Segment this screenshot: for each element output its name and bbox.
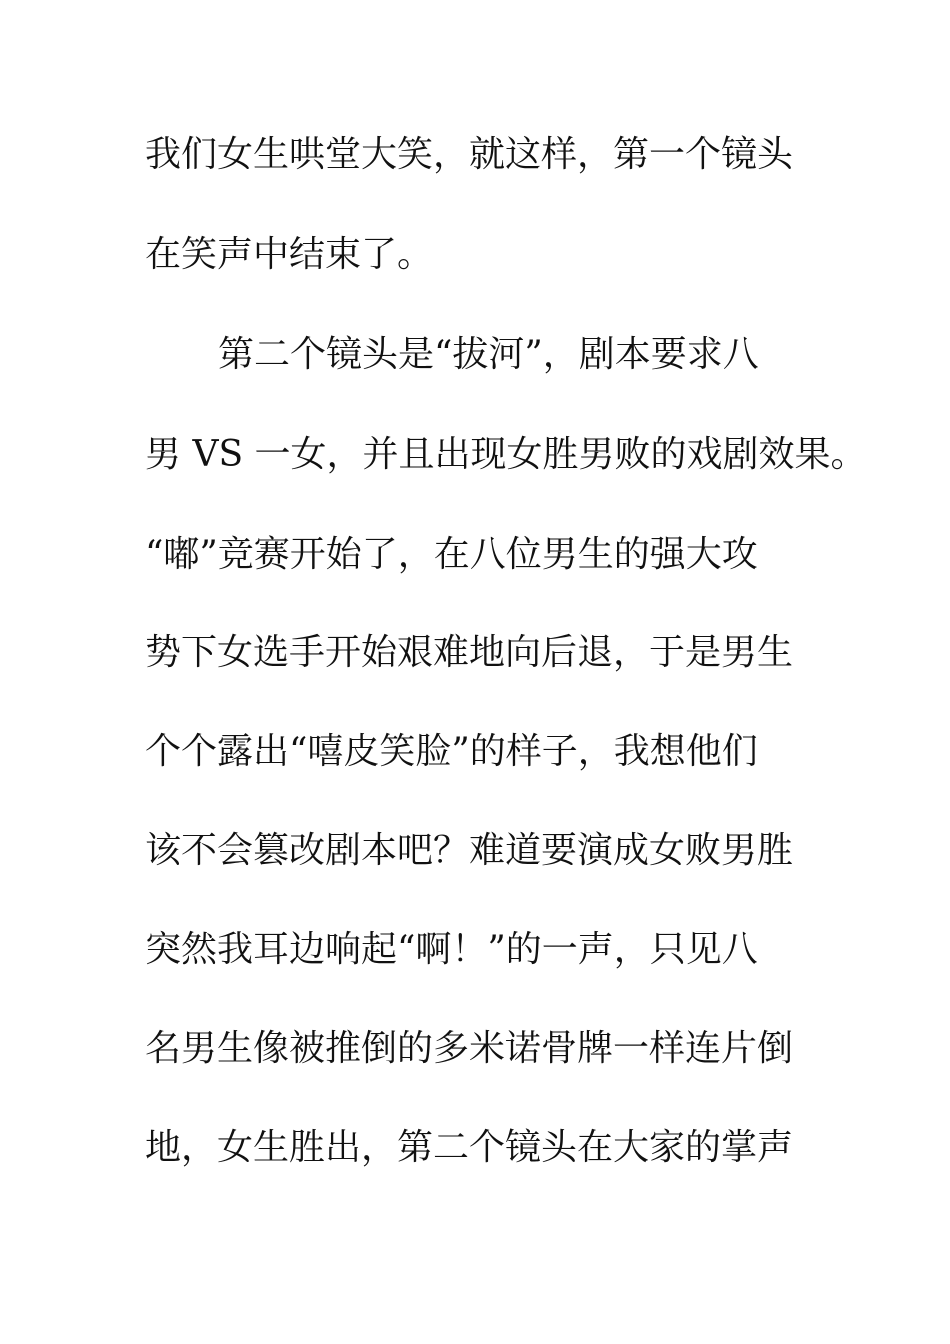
text-line-1: 我们女生哄堂大笑，就这样，第一个镜头 xyxy=(145,134,794,175)
text-line-11: 地，女生胜出，第二个镜头在大家的掌声 xyxy=(145,1127,794,1168)
text-line-10: 名男生像被推倒的多米诺骨牌一样连片倒 xyxy=(145,1028,794,1069)
text-line-7: 个个露出“嘻皮笑脸”的样子，我想他们 xyxy=(145,731,758,772)
text-line-9: 突然我耳边响起“啊！”的一声，只见八 xyxy=(145,929,758,970)
text-line-8: 该不会篡改剧本吧？难道要演成女败男胜 xyxy=(145,830,794,871)
text-line-4: 男 VS 一女，并且出现女胜男败的戏剧效果。 xyxy=(145,434,867,475)
text-line-5: “嘟”竞赛开始了，在八位男生的强大攻 xyxy=(145,534,758,575)
text-line-3: 第二个镜头是“拔河”，剧本要求八 xyxy=(218,334,759,375)
text-line-2: 在笑声中结束了。 xyxy=(145,234,434,275)
text-line-6: 势下女选手开始艰难地向后退，于是男生 xyxy=(145,632,794,673)
